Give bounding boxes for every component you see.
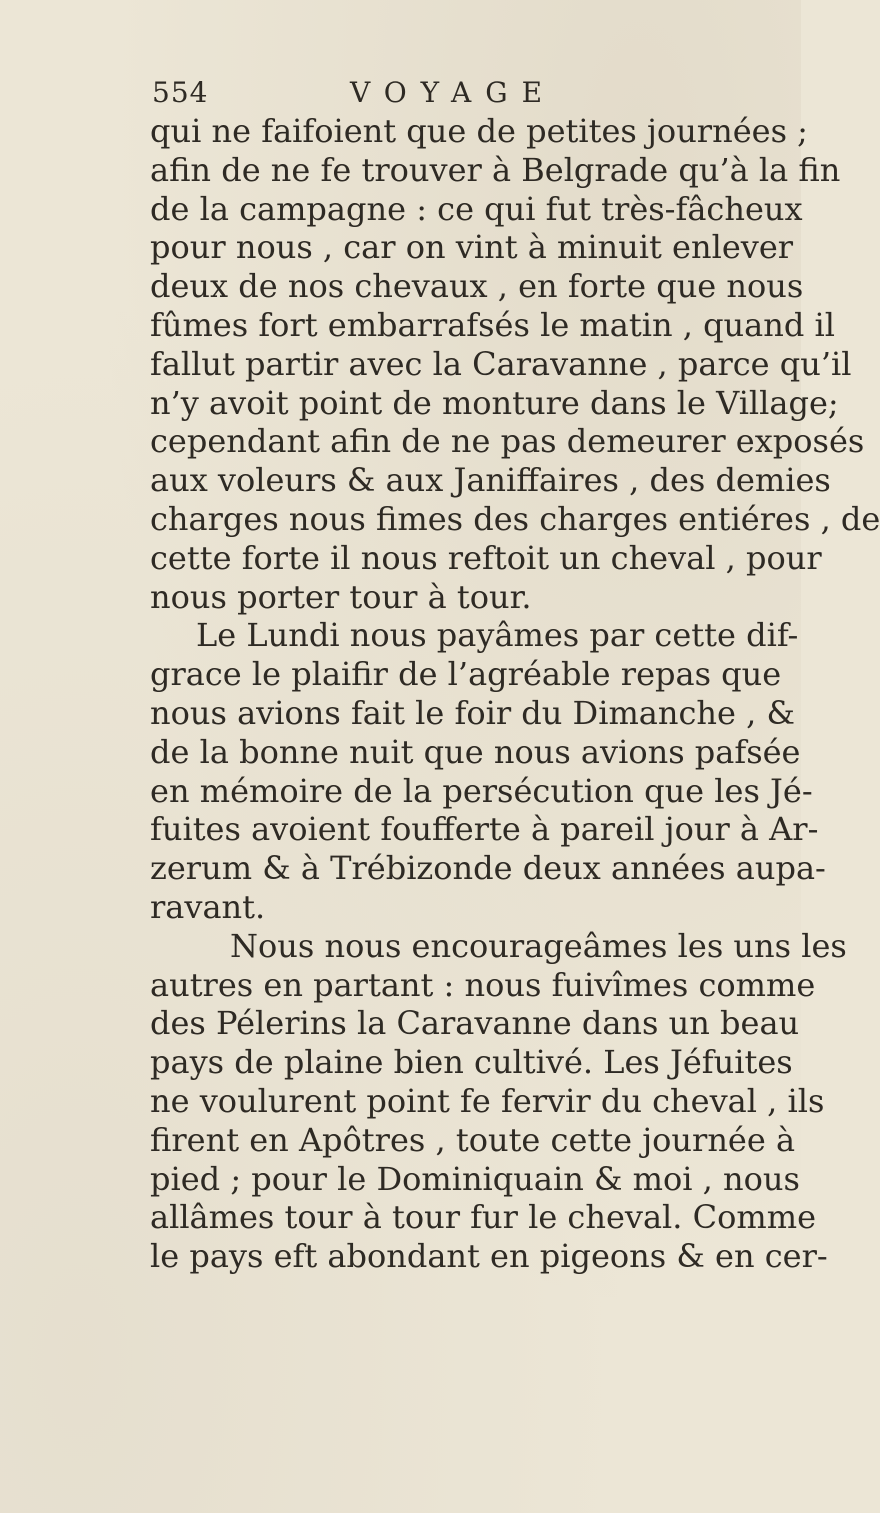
text-line: le pays eft abondant en pigeons & en cer- bbox=[150, 1237, 828, 1276]
text-line: allâmes tour à tour fur le cheval. Comme bbox=[150, 1198, 816, 1237]
paragraph-start-line: Nous nous encourageâmes les uns les bbox=[230, 926, 847, 965]
text-line: n’y avoit point de monture dans le Village; bbox=[150, 383, 839, 422]
page-header bbox=[152, 76, 632, 116]
page-number: 554 bbox=[152, 76, 209, 109]
text-line: qui ne faifoient que de petites journées ; bbox=[150, 112, 808, 150]
text-line: cette forte il nous reftoit un cheval , pour bbox=[150, 538, 822, 577]
text-line: afin de ne fe trouver à Belgrade qu’à la fin bbox=[150, 150, 841, 189]
running-head: VOYAGE bbox=[350, 76, 557, 109]
text-line: des Pélerins la Caravanne dans un beau bbox=[150, 1004, 800, 1043]
body-text bbox=[150, 112, 880, 1276]
text-line: deux de nos chevaux , en forte que nous bbox=[150, 267, 804, 306]
text-line: fallut partir avec la Caravanne , parce qu’il bbox=[150, 344, 852, 383]
text-line: ravant. bbox=[150, 887, 266, 926]
text-line: grace le plaifir de l’agréable repas que bbox=[150, 655, 782, 694]
text-line: pour nous , car on vint à minuit enlever bbox=[150, 228, 794, 267]
paragraph-start-line: Le Lundi nous payâmes par cette dif- bbox=[196, 616, 799, 655]
text-line: charges nous fimes des charges entiéres , de bbox=[150, 499, 880, 538]
text-line: fûmes fort embarrafsés le matin , quand il bbox=[150, 305, 835, 344]
text-line: pays de plaine bien cultivé. Les Jéfuites bbox=[150, 1043, 793, 1082]
text-line: aux voleurs & aux Janiffaires , des demies bbox=[150, 461, 831, 500]
text-line: pied ; pour le Dominiquain & moi , nous bbox=[150, 1159, 800, 1198]
text-line: zerum & à Trébizonde deux années aupa- bbox=[150, 849, 826, 888]
text-line: nous porter tour à tour. bbox=[150, 577, 532, 616]
text-line: firent en Apôtres , toute cette journée à bbox=[150, 1120, 796, 1159]
text-line: cependant afin de ne pas demeurer exposés bbox=[150, 422, 865, 461]
text-line: fuites avoient foufferte à pareil jour à Ar- bbox=[150, 810, 819, 849]
text-line: de la campagne : ce qui fut très-fâcheux bbox=[150, 189, 803, 228]
text-line: ne voulurent point fe fervir du cheval , ils bbox=[150, 1081, 825, 1120]
text-line: en mémoire de la persécution que les Jé- bbox=[150, 771, 813, 810]
text-line: de la bonne nuit que nous avions pafsée bbox=[150, 732, 801, 771]
text-line: nous avions fait le foir du Dimanche , & bbox=[150, 693, 795, 732]
text-line: autres en partant : nous fuivîmes comme bbox=[150, 965, 816, 1004]
